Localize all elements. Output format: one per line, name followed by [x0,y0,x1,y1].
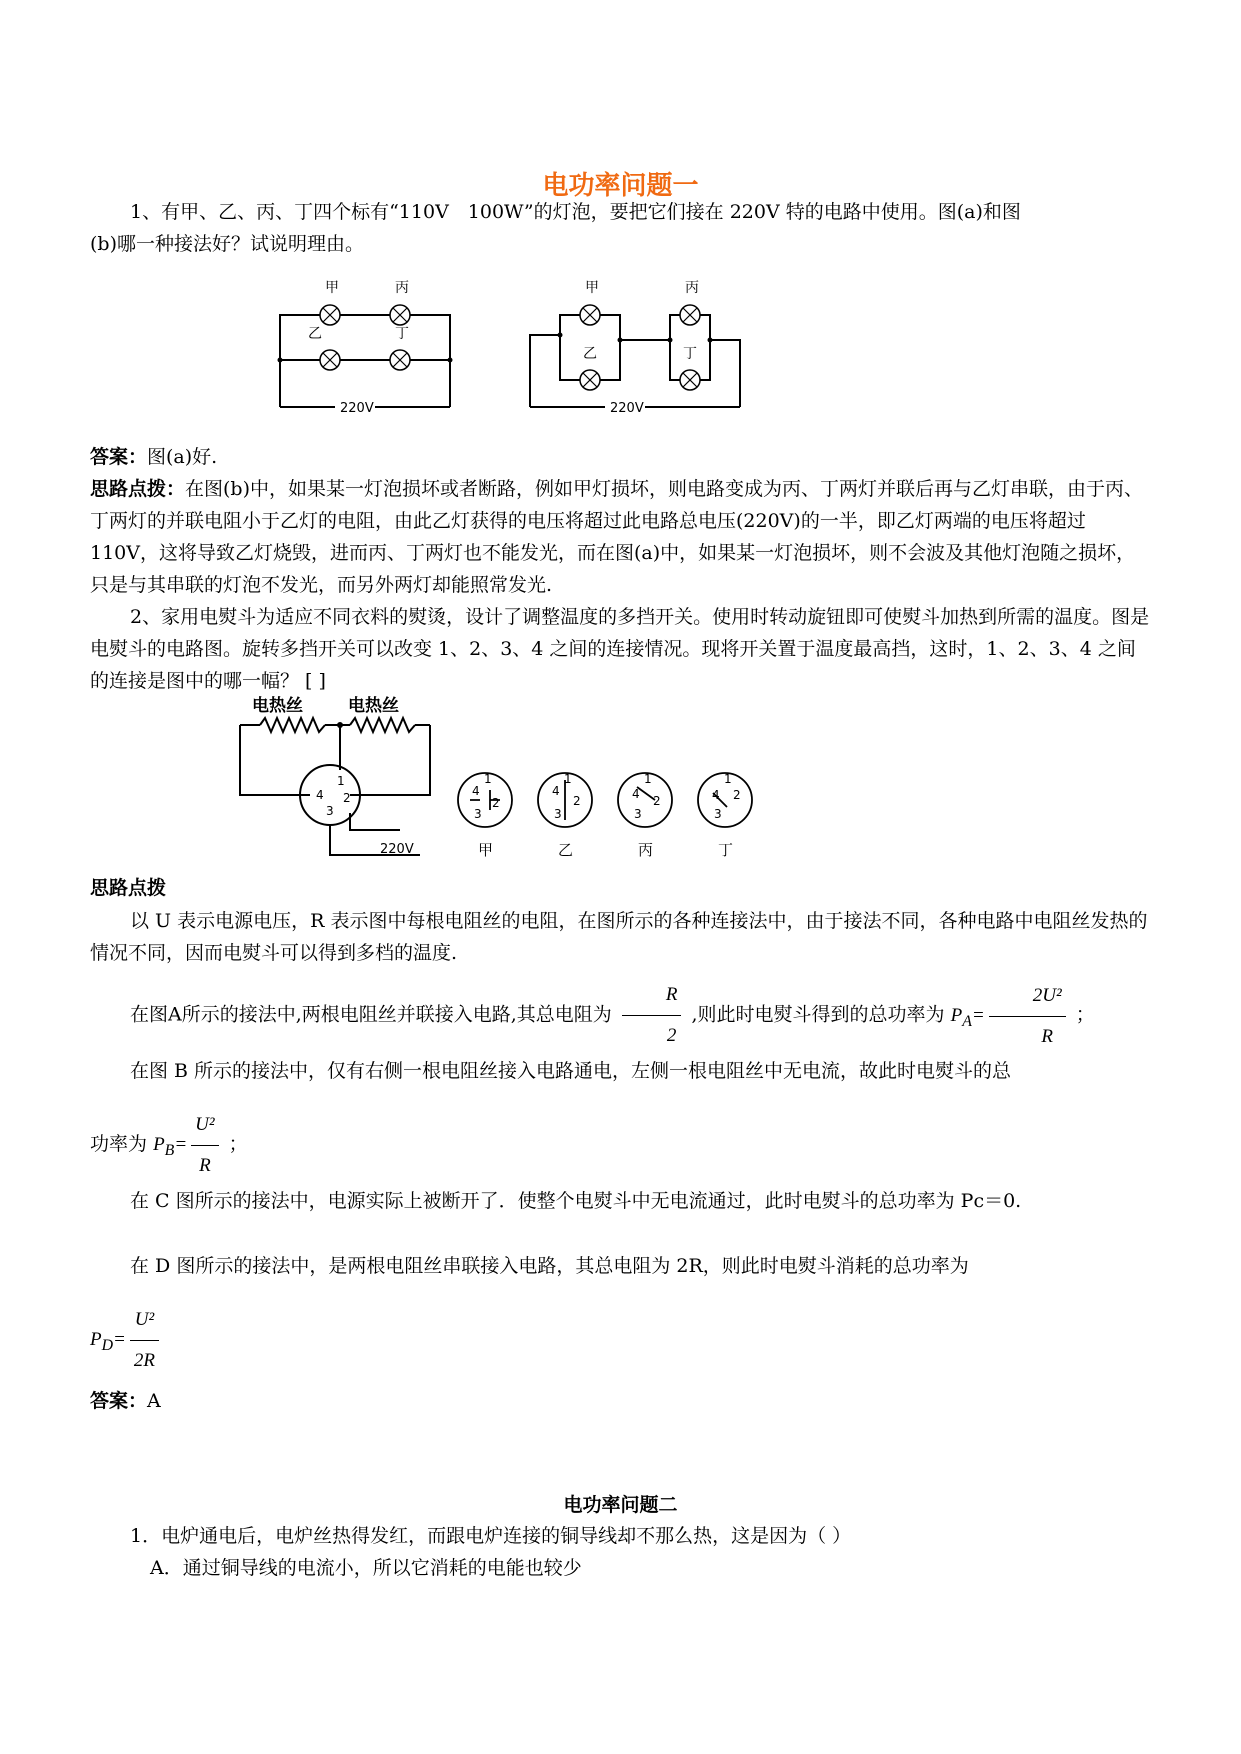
q2-case-b-line2: 功率为 $P_B=$ $\frac{\text{U²}}{R}$ ； [90,1105,1150,1186]
svg-text:1: 1 [564,772,572,786]
q2-case-a: 在图A所示的接法中,两根电阻丝并联接入电路,其总电阻为 $\frac{R}{2}$ ,则此时电熨斗得到的总功率为 $P_A=$ $\frac{\text{2U²}}{R}$ ； [90,975,1150,1057]
q2-hint-heading: 思路点拨 [90,877,167,899]
q2-answer [90,1385,1150,1417]
section-title-part2: 电功率问题二 [563,1494,678,1516]
lamp-label-yi-b: 乙 [583,346,597,362]
lamp-icon [320,305,700,390]
option-label-ding: 丁 [718,841,734,859]
svg-text:3: 3 [634,807,642,821]
option-label-yi: 乙 [558,841,574,859]
svg-text:3: 3 [714,807,722,821]
formula-pa: $P_A=$ $\frac{\text{2U²}}{R}$ [951,1005,1070,1026]
q2-case-c: 在 C 图所示的接法中，电源实际上被断开了．使整个电熨斗中无电流通过，此时电熨斗的总功率为 Pc＝0. [130,1190,1022,1212]
formula-pb: $P_B=$ $\frac{\text{U²}}{R}$ [153,1134,223,1155]
q2-case-d: 在 D 图所示的接法中，是两根电阻丝串联接入电路，其总电阻为 2R，则此时电熨斗消耗的总功率为 [130,1255,969,1277]
svg-text:2: 2 [573,794,581,808]
q1-text-line1: 1、有甲、乙、丙、丁四个标有“110V 100W”的灯泡，要把它们接在 220V 特的电路中使用。图(a)和图 [130,201,1021,223]
lamp-label-bing-b: 丙 [685,280,699,296]
q1-answer-value: 图(a)好. [147,446,218,468]
q1-hint-text: 在图(b)中，如果某一灯泡损坏或者断路，例如甲灯损坏，则电路变成为丙、丁两灯并联后再与乙灯串联，由于丙、丁两灯的并联电阻小于乙灯的电阻，由此乙灯获得的电压将超过此电路总电压(220V)的一半，即乙灯两端的电压将超过 110V，这将导致乙灯烧毁，进而丙、丁两灯也不能发光，而在图(a)中，如果某一灯泡损坏，则不会波及其他灯泡随之损坏，只是与其串联的灯泡不发光，而另外两灯却能照常发光. [90,478,1144,596]
switch-number-4: 4 [316,788,324,802]
option-label-jia: 甲 [478,841,494,859]
q1-circuit-diagrams [270,280,770,430]
switch-number-2: 2 [343,791,351,805]
lamp-label-bing-a: 丙 [395,280,409,296]
lamp-label-jia-a: 甲 [325,280,339,296]
lamp-label-yi-a: 乙 [308,326,322,342]
part2-q1: 1．电炉通电后，电炉丝热得发红，而跟电炉连接的铜导线却不那么热，这是因为（ ） [130,1525,852,1547]
svg-text:1: 1 [724,772,732,786]
formula-r-over-2: $\frac{R}{2}$ [622,975,682,1056]
q2-case-d-formula [90,1300,1150,1381]
svg-text:4: 4 [712,788,720,802]
svg-text:4: 4 [472,784,480,798]
switch-number-3: 3 [326,804,334,818]
lamp-label-ding-b: 丁 [683,346,697,362]
page-title: 电功率问题一 [542,171,699,201]
svg-text:3: 3 [474,807,482,821]
svg-text:4: 4 [552,784,560,798]
q1-answer-label: 答案： [90,446,148,468]
q2-case-b: 在图 B 所示的接法中，仅有右侧一根电阻丝接入电路通电，左侧一根电阻丝中无电流，故此时电熨斗的总 [130,1060,1012,1082]
svg-text:1: 1 [644,772,652,786]
q2-hint-intro: 以 U 表示电源电压，R 表示图中每根电阻丝的电阻，在图所示的各种连接法中，由于接法不同，各种电路中电阻丝发热的情况不同，因而电熨斗可以得到多档的温度. [90,910,1148,964]
q2-answer-value: A [147,1390,161,1412]
svg-text:2: 2 [653,794,661,808]
q1-hint [90,473,1150,601]
lamp-label-jia-b: 甲 [585,280,599,296]
formula-pd: $P_D=$ $\frac{\text{U²}}{2R}$ [90,1329,163,1350]
svg-text:4: 4 [632,787,640,801]
lamp-label-ding-a: 丁 [395,326,409,342]
voltage-label-a: 220V [340,401,374,416]
svg-text:2: 2 [733,788,741,802]
switch-number-1: 1 [337,774,345,788]
svg-text:1: 1 [484,772,492,786]
q2-answer-label: 答案： [90,1390,148,1412]
svg-text:3: 3 [554,807,562,821]
case-a-mid: ,则此时电熨斗得到的总功率为 [691,1003,945,1026]
q1-hint-label: 思路点拨： [90,478,186,500]
svg-text:2: 2 [492,796,500,810]
voltage-label-iron: 220V [380,842,414,857]
q1-text-line2: (b)哪一种接法好？试说明理由。 [90,233,364,255]
voltage-label-b: 220V [610,401,644,416]
part2-option-a: A．通过铜导线的电流小，所以它消耗的电能也较少 [150,1557,582,1579]
wire-label-right: 电热丝 [348,696,399,716]
q1-answer [90,441,1150,473]
case-a-text: 在图A所示的接法中,两根电阻丝并联接入电路,其总电阻为 [130,1003,612,1026]
wire-label-left: 电热丝 [252,696,303,716]
option-label-bing: 丙 [638,841,654,859]
q2-iron-circuit-diagram [230,695,800,865]
q2-text: 2、家用电熨斗为适应不同衣料的熨烫，设计了调整温度的多挡开关。使用时转动旋钮即可使熨斗加热到所需的温度。图是电熨斗的电路图。旋转多挡开关可以改变 1、2、3、4 之间的连接情况。现将开关置于温度最高挡，这时，1、2、3、4 之间的连接是图中的哪一幅？ [ ] [90,606,1150,692]
